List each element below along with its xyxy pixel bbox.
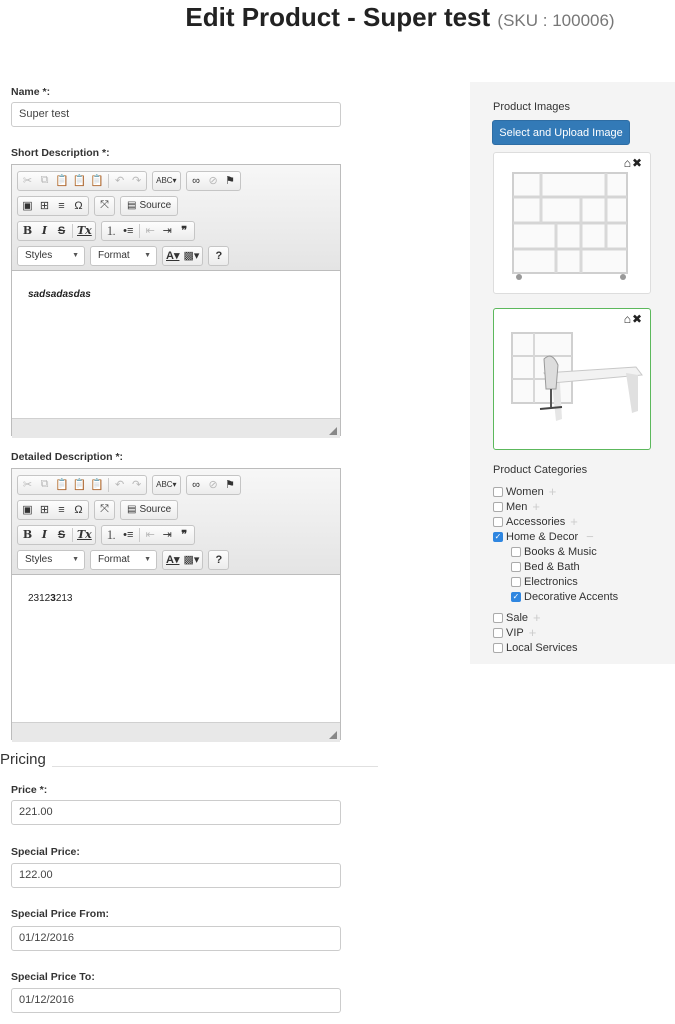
desk-image: [504, 331, 644, 431]
text-color-icon[interactable]: A▾: [166, 250, 180, 262]
anchor-flag-icon[interactable]: ⚑: [225, 175, 236, 187]
paste-icon[interactable]: 📋: [55, 479, 69, 491]
source-label: Source: [139, 504, 172, 515]
page-title: [0, 2, 675, 33]
help-button[interactable]: ?: [215, 249, 223, 262]
blockquote-icon[interactable]: ❞: [181, 528, 188, 541]
indent-icon[interactable]: ⇥: [162, 225, 172, 237]
paste-icon[interactable]: 📋: [55, 175, 69, 187]
checkbox-checked[interactable]: ✓: [512, 591, 520, 601]
format-label: Format: [98, 554, 130, 565]
special-char-icon[interactable]: Ω: [74, 199, 83, 212]
content-text: 213: [55, 593, 73, 604]
italic-icon[interactable]: I: [41, 528, 48, 541]
expand-plus-icon[interactable]: +: [533, 610, 541, 625]
editor-content[interactable]: sadsadasdas: [28, 289, 91, 300]
paste-word-icon[interactable]: 📋: [90, 479, 105, 491]
product-image-card[interactable]: [493, 152, 651, 294]
outdent-icon[interactable]: ⇤: [145, 529, 155, 541]
numbered-list-icon[interactable]: ⒈: [105, 225, 117, 238]
special-price-label: Special Price:: [11, 846, 80, 858]
format-label: Format: [98, 250, 130, 261]
resize-handle-icon[interactable]: [329, 427, 337, 435]
short-description-editor[interactable]: [11, 164, 341, 436]
category-label: Women: [506, 485, 544, 498]
copy-icon[interactable]: ⧉: [40, 478, 49, 490]
table-icon[interactable]: ⊞: [39, 200, 50, 212]
name-label: Name *:: [11, 86, 51, 98]
category-label: Bed & Bath: [524, 560, 580, 573]
source-button[interactable]: [122, 501, 176, 519]
checkbox[interactable]: [511, 577, 521, 587]
upload-image-button[interactable]: Select and Upload Image: [492, 120, 630, 145]
category-label: Accessories: [506, 515, 566, 528]
short-description-label: Short Description *:: [11, 147, 110, 159]
category-accessories[interactable]: [493, 514, 673, 529]
styles-label: Styles: [25, 554, 53, 565]
image-icon[interactable]: ▣: [22, 200, 33, 212]
cut-icon[interactable]: ✂: [22, 479, 33, 491]
category-sale[interactable]: [493, 610, 673, 625]
detailed-description-label: Detailed Description *:: [11, 451, 124, 463]
redo-icon[interactable]: ↷: [132, 479, 142, 491]
unlink-icon[interactable]: ⊘: [208, 175, 218, 187]
checkbox[interactable]: [493, 502, 503, 512]
strike-icon[interactable]: S: [57, 528, 66, 541]
maximize-icon[interactable]: ⤧: [100, 199, 109, 211]
editor-content[interactable]: [12, 575, 340, 722]
checkbox[interactable]: [493, 517, 503, 527]
text-color-icon[interactable]: A▾: [166, 554, 180, 566]
horizontal-rule-icon[interactable]: ≡: [58, 199, 65, 212]
resize-handle-icon[interactable]: [329, 731, 337, 739]
maximize-icon[interactable]: ⤧: [100, 503, 109, 515]
pricing-section-title: Pricing: [0, 751, 46, 768]
product-images-title: Product Images: [493, 101, 571, 113]
expand-plus-icon[interactable]: +: [532, 499, 540, 514]
indent-icon[interactable]: ⇥: [162, 529, 172, 541]
editor-statusbar: [12, 722, 340, 742]
editor-statusbar: [12, 418, 340, 438]
outdent-icon[interactable]: ⇤: [145, 225, 155, 237]
category-label: Sale: [506, 611, 529, 624]
checkbox[interactable]: [511, 562, 521, 572]
detailed-description-editor[interactable]: [11, 468, 341, 740]
expand-plus-icon[interactable]: +: [528, 625, 537, 640]
category-tree: [493, 484, 673, 655]
content-bold-text: 3: [50, 593, 56, 604]
special-char-icon[interactable]: Ω: [74, 503, 83, 516]
price-input[interactable]: 221.00: [11, 800, 341, 825]
category-decorative-accents[interactable]: [493, 589, 673, 604]
copy-icon[interactable]: ⧉: [40, 174, 49, 186]
close-icon[interactable]: ✖: [631, 156, 642, 170]
expand-plus-icon[interactable]: +: [570, 514, 578, 529]
special-price-to-input[interactable]: 01/12/2016: [11, 988, 341, 1013]
paste-word-icon[interactable]: 📋: [90, 175, 105, 187]
editor-toolbar: [12, 165, 340, 271]
checkbox[interactable]: [493, 613, 503, 623]
bg-color-icon[interactable]: ▩▾: [183, 250, 200, 262]
close-icon[interactable]: ✖: [631, 312, 642, 326]
chevron-down-icon: ▼: [72, 556, 79, 563]
styles-dropdown[interactable]: [17, 246, 85, 266]
category-women[interactable]: [493, 484, 673, 499]
bold-icon[interactable]: B: [22, 224, 33, 237]
numbered-list-icon[interactable]: ⒈: [105, 529, 117, 542]
styles-label: Styles: [25, 250, 53, 261]
source-icon: ▤: [127, 200, 137, 211]
chevron-down-icon: ▼: [72, 252, 79, 259]
source-icon: ▤: [127, 504, 137, 515]
category-label: VIP: [506, 626, 524, 639]
product-categories-title: Product Categories: [493, 464, 588, 476]
format-dropdown[interactable]: [90, 246, 157, 266]
styles-dropdown[interactable]: [17, 550, 85, 570]
anchor-flag-icon[interactable]: ⚑: [225, 479, 236, 491]
checkbox[interactable]: [493, 643, 503, 653]
undo-icon[interactable]: ↶: [115, 175, 125, 187]
chevron-down-icon: ▼: [144, 252, 151, 259]
checkbox[interactable]: [511, 547, 521, 557]
format-dropdown[interactable]: [90, 550, 157, 570]
bold-icon[interactable]: B: [22, 528, 33, 541]
category-label: Decorative Accents: [524, 590, 619, 603]
special-price-from-input[interactable]: 01/12/2016: [11, 926, 341, 951]
cut-icon[interactable]: ✂: [22, 175, 33, 187]
paste-text-icon[interactable]: 📋: [72, 479, 87, 491]
strike-icon[interactable]: S: [57, 224, 66, 237]
shelf-image: [511, 171, 631, 283]
category-label: Men: [506, 500, 528, 513]
category-electronics[interactable]: [493, 574, 673, 589]
checkbox[interactable]: [493, 487, 503, 497]
special-price-from-label: Special Price From:: [11, 908, 110, 920]
category-vip[interactable]: [493, 625, 673, 640]
category-local-services[interactable]: [493, 640, 673, 655]
page-title-text: Edit Product - Super test: [185, 2, 491, 32]
sku-label: (SKU : 100006): [497, 11, 615, 30]
source-label: Source: [139, 200, 172, 211]
bullet-list-icon[interactable]: •≡: [123, 224, 134, 237]
special-price-input[interactable]: 122.00: [11, 863, 341, 888]
home-icon[interactable]: ⌂: [623, 156, 631, 170]
category-men[interactable]: [493, 499, 673, 514]
category-bed-bath[interactable]: [493, 559, 673, 574]
collapse-minus-icon[interactable]: −: [586, 529, 594, 544]
table-icon[interactable]: ⊞: [39, 504, 50, 516]
content-text: 2312: [28, 593, 51, 604]
bg-color-icon[interactable]: ▩▾: [183, 554, 200, 566]
bullet-list-icon[interactable]: •≡: [123, 528, 134, 541]
redo-icon[interactable]: ↷: [132, 175, 142, 187]
image-icon[interactable]: ▣: [22, 504, 33, 516]
unlink-icon[interactable]: ⊘: [208, 479, 218, 491]
name-input[interactable]: Super test: [11, 102, 341, 127]
spellcheck-icon[interactable]: ABC▾: [156, 176, 177, 185]
special-price-to-label: Special Price To:: [11, 971, 95, 983]
chevron-down-icon: ▼: [144, 556, 151, 563]
category-books-music[interactable]: [493, 544, 673, 559]
horizontal-rule-icon[interactable]: ≡: [58, 503, 65, 516]
link-icon[interactable]: ∞: [192, 478, 200, 491]
expand-plus-icon[interactable]: +: [548, 484, 557, 499]
category-label: Local Services: [506, 641, 578, 654]
home-icon[interactable]: ⌂: [623, 312, 631, 326]
help-button[interactable]: ?: [215, 553, 223, 566]
editor-toolbar: [12, 469, 340, 575]
checkbox-checked[interactable]: ✓: [494, 531, 502, 541]
product-image-card-selected[interactable]: [493, 308, 651, 450]
paste-text-icon[interactable]: 📋: [72, 175, 87, 187]
checkbox[interactable]: [493, 628, 503, 638]
category-label: Electronics: [524, 575, 578, 588]
link-icon[interactable]: ∞: [192, 174, 200, 187]
price-label: Price *:: [11, 784, 48, 796]
spellcheck-icon[interactable]: ABC▾: [156, 480, 177, 489]
undo-icon[interactable]: ↶: [115, 479, 125, 491]
source-button[interactable]: [122, 197, 176, 215]
section-divider: [52, 766, 378, 767]
remove-format-icon[interactable]: Tx: [77, 224, 92, 237]
category-label: Home & Decor: [506, 530, 579, 543]
remove-format-icon[interactable]: Tx: [77, 528, 92, 541]
italic-icon[interactable]: I: [41, 224, 48, 237]
blockquote-icon[interactable]: ❞: [181, 224, 188, 237]
sidebar-panel: [470, 82, 675, 664]
category-home-decor[interactable]: [493, 529, 673, 544]
category-label: Books & Music: [524, 545, 597, 558]
